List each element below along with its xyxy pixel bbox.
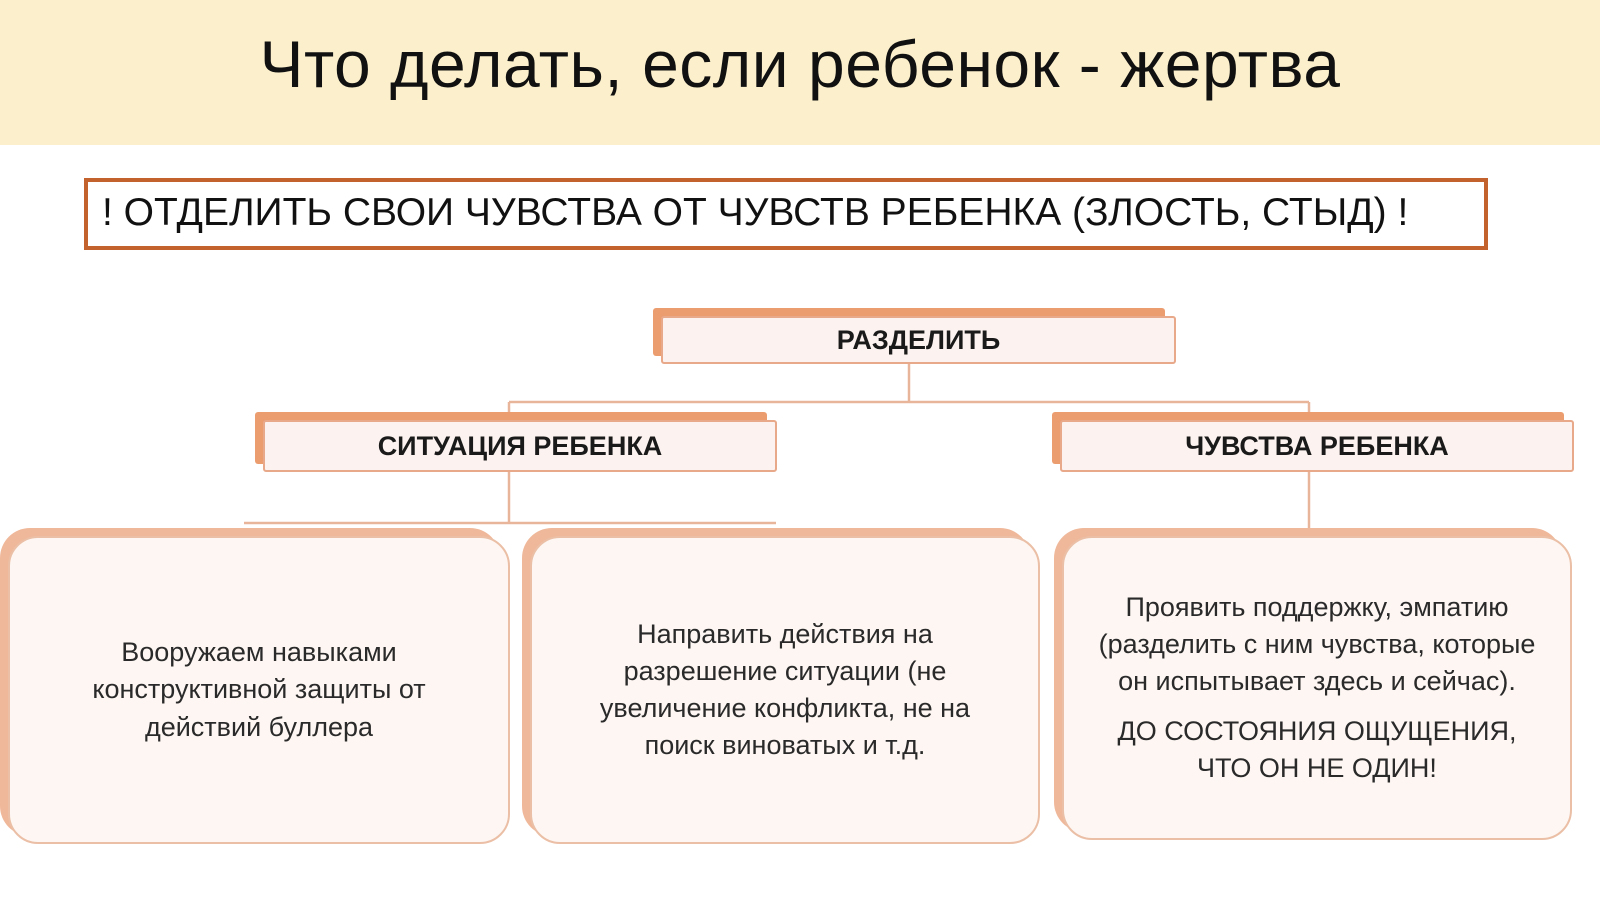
card-support-empathy [1054, 528, 1574, 840]
card-defense-skills-text: Вооружаем навыками конструктивной защиты от действий буллера [92, 637, 426, 742]
notice-text: ! ОТДЕЛИТЬ СВОИ ЧУВСТВА ОТ ЧУВСТВ РЕБЕНКА (ЗЛОСТЬ, СТЫД) ! [102, 191, 1409, 234]
card-resolve-situation-text: Направить действия на разрешение ситуации (не увеличение конфликта, не на поиск виноватых и т.д. [599, 618, 971, 761]
page-title: Что делать, если ребенок - жертва [259, 27, 1341, 101]
node-root-label: РАЗДЕЛИТЬ [661, 316, 1176, 364]
card-not-alone-text: ДО СОСТОЯНИЯ ОЩУЩЕНИЯ, ЧТО ОН НЕ ОДИН! [1117, 715, 1517, 783]
card-support-empathy-text: Проявить поддержку, эмпатию (разделить с ним чувства, которые он испытывает здесь и сейчас). [1098, 591, 1536, 697]
node-situation-label: СИТУАЦИЯ РЕБЕНКА [263, 420, 777, 472]
card-defense-skills [0, 528, 512, 844]
node-feelings-label: ЧУВСТВА РЕБЕНКА [1060, 420, 1574, 472]
card-resolve-situation [522, 528, 1042, 844]
node-feelings [1052, 412, 1574, 472]
node-root [653, 308, 1176, 364]
node-situation [255, 412, 777, 472]
